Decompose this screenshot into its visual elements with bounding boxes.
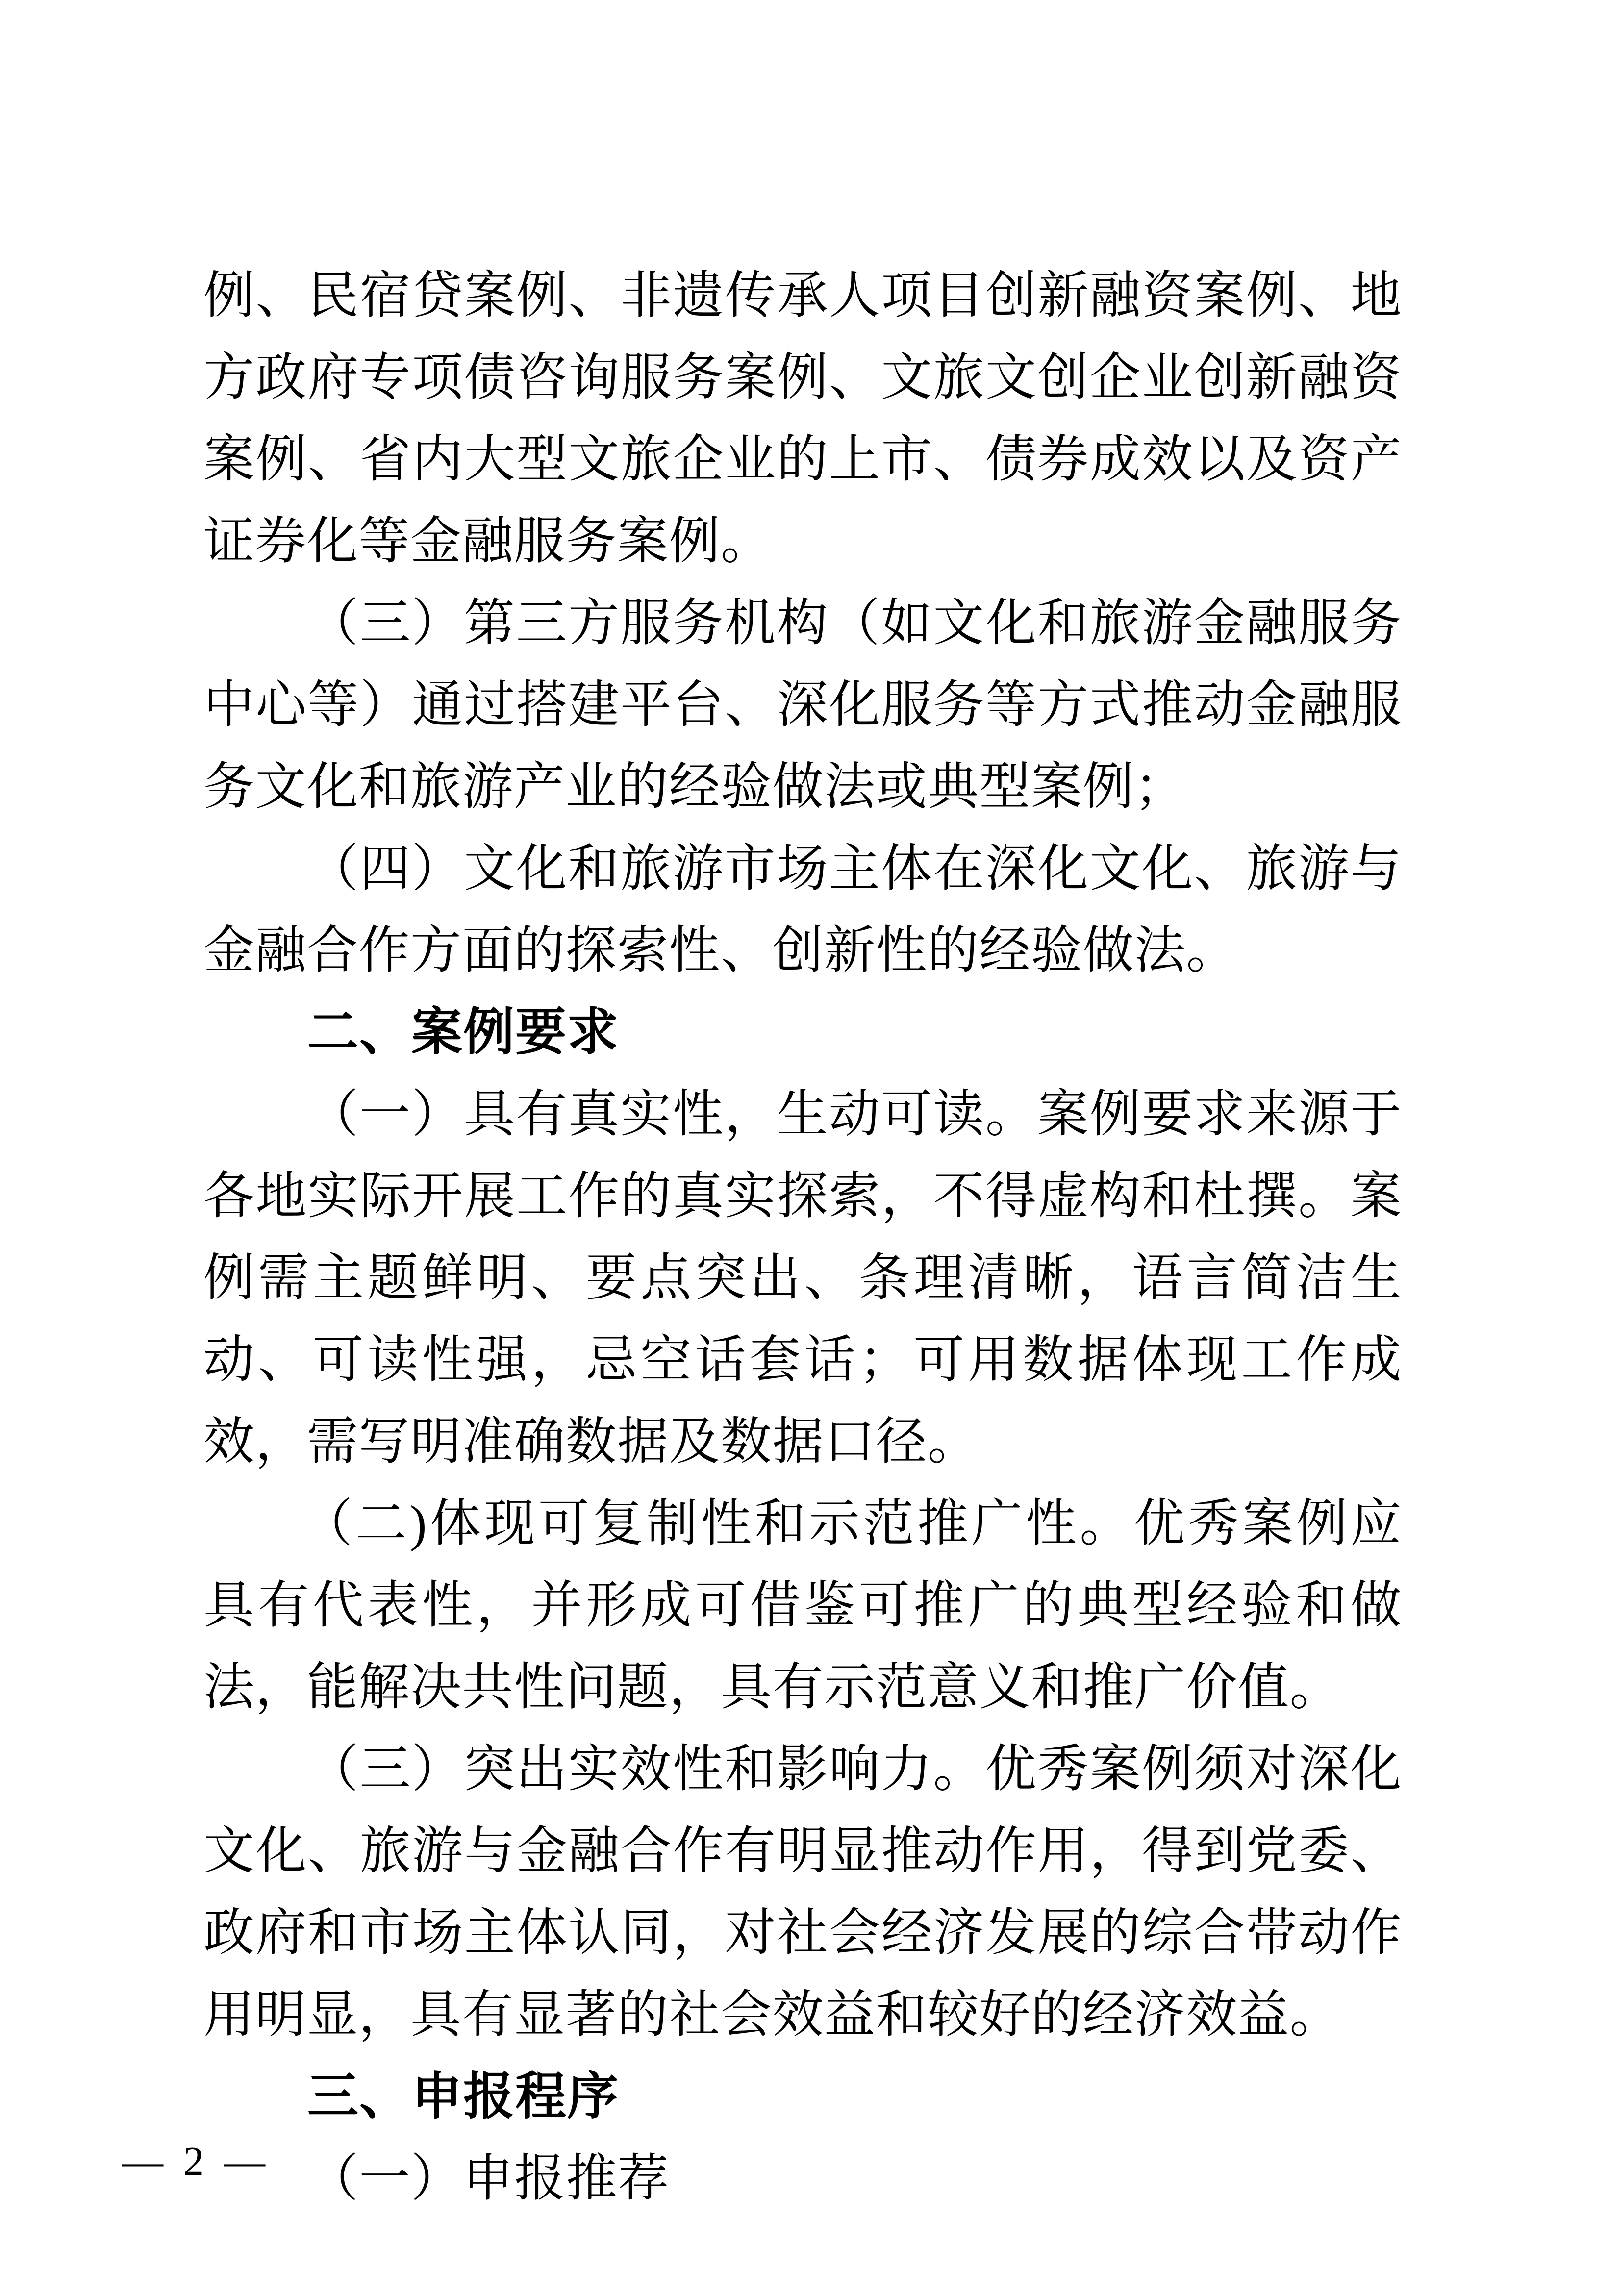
page-number: — 2 — [122,2139,270,2184]
paragraph-continuation: 例、民宿贷案例、非遗传承人项目创新融资案例、地方政府专项债咨询服务案例、文旅文创企业创新融资案例、省内大型文旅企业的上市、债券成效以及资产证券化等金融服务案例。 [203,268,1402,570]
document-text-body [203,255,1402,2220]
paragraph-requirement-one: （一）具有真实性，生动可读。案例要求来源于各地实际开展工作的真实探索，不得虚构和杜撰。案例需主题鲜明、要点突出、条理清晰，语言简洁生动、可读性强，忌空话套话；可用数据体现工作成效，需写明准确数据及数据口径。 [203,1086,1402,1470]
paragraph-item-three: （三）第三方服务机构（如文化和旅游金融服务中心等）通过搭建平台、深化服务等方式推动金融服务文化和旅游产业的经验做法或典型案例； [203,595,1402,815]
paragraph-procedure-one: （一）申报推荐 [307,2150,670,2207]
section-heading-case-requirements: 二、案例要求 [307,1004,620,1061]
paragraph-requirement-two: （二)体现可复制性和示范推广性。优秀案例应具有代表性，并形成可借鉴可推广的典型经验和做法，能解决共性问题，具有示范意义和推广价值。 [203,1496,1402,1716]
paragraph-item-four: （四）文化和旅游市场主体在深化文化、旅游与金融合作方面的探索性、创新性的经验做法。 [203,841,1402,979]
paragraph-requirement-three: （三）突出实效性和影响力。优秀案例须对深化文化、旅游与金融合作有明显推动作用，得到党委、政府和市场主体认同，对社会经济发展的综合带动作用明显，具有显著的社会效益和较好的经济效益。 [203,1741,1402,2043]
section-heading-application-procedure: 三、申报程序 [307,2068,620,2125]
